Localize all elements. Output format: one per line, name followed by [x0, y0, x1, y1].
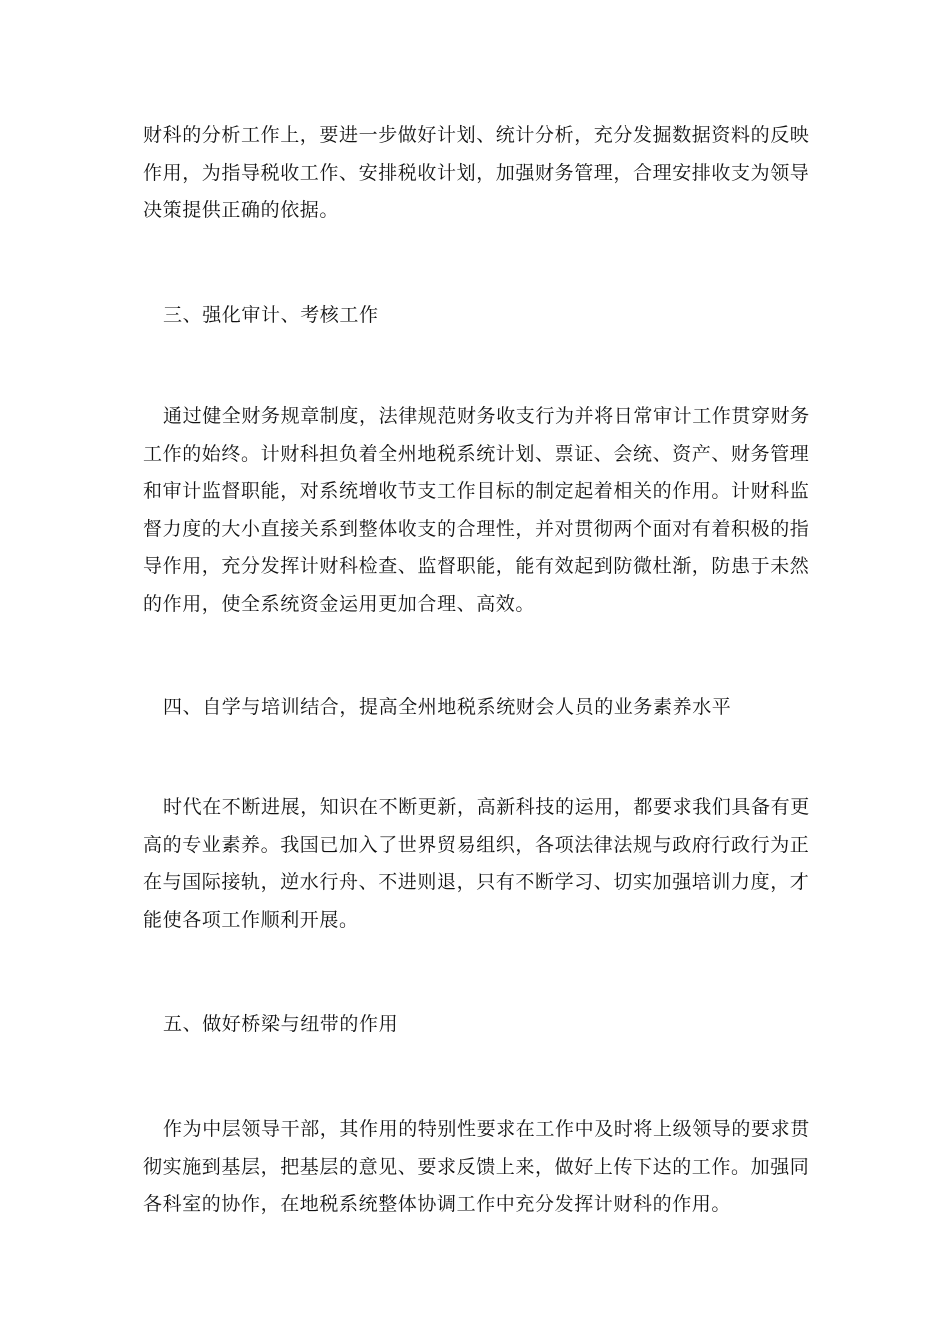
- paragraph-continuation: [143, 117, 810, 230]
- paragraph-line: 时代在不断进展，知识在不断更新，高新科技的运用，都要求我们具备有更: [163, 796, 810, 818]
- paragraph-section-4: [143, 789, 810, 939]
- paragraph-line: 彻实施到基层，把基层的意见、要求反馈上来，做好上传下达的工作。加强同: [143, 1155, 810, 1178]
- paragraph-line: 财科的分析工作上，要进一步做好计划、统计分析，充分发掘数据资料的反映: [143, 124, 810, 146]
- paragraph-line: 能使各项工作顺利开展。: [143, 908, 359, 931]
- paragraph-line: 和审计监督职能，对系统增收节支工作目标的制定起着相关的作用。计财科监: [143, 480, 810, 502]
- paragraph-line: 作为中层领导干部，其作用的特别性要求在工作中及时将上级领导的要求贯: [163, 1118, 810, 1140]
- paragraph-line: 工作的始终。计财科担负着全州地税系统计划、票证、会统、资产、财务管理: [143, 442, 810, 465]
- paragraph-line: 决策提供正确的依据。: [143, 199, 340, 221]
- paragraph-line: 导作用，充分发挥计财科检查、监督职能，能有效起到防微杜渐，防患于未然: [143, 555, 810, 577]
- section-heading-4: 四、自学与培训结合，提高全州地税系统财会人员的业务素养水平: [163, 696, 732, 718]
- paragraph-line: 各科室的协作，在地税系统整体协调工作中充分发挥计财科的作用。: [143, 1193, 732, 1215]
- paragraph-section-3: [143, 398, 810, 623]
- section-heading-3: 三、强化审计、考核工作: [163, 304, 379, 326]
- paragraph-line: 督力度的大小直接关系到整体收支的合理性，并对贯彻两个面对有着积极的指: [143, 517, 810, 540]
- paragraph-line: 在与国际接轨，逆水行舟、不进则退，只有不断学习、切实加强培训力度，才: [143, 871, 810, 893]
- paragraph-line: 高的专业素养。我国已加入了世界贸易组织，各项法律法规与政府行政行为正: [143, 833, 810, 856]
- paragraph-line: 的作用，使全系统资金运用更加合理、高效。: [143, 592, 536, 615]
- section-heading-5: 五、做好桥梁与纽带的作用: [163, 1013, 399, 1035]
- paragraph-section-5: [143, 1111, 810, 1224]
- paragraph-line: 作用，为指导税收工作、安排税收计划，加强财务管理，合理安排收支为领导: [143, 161, 810, 184]
- paragraph-line: 通过健全财务规章制度，法律规范财务收支行为并将日常审计工作贯穿财务: [163, 405, 810, 427]
